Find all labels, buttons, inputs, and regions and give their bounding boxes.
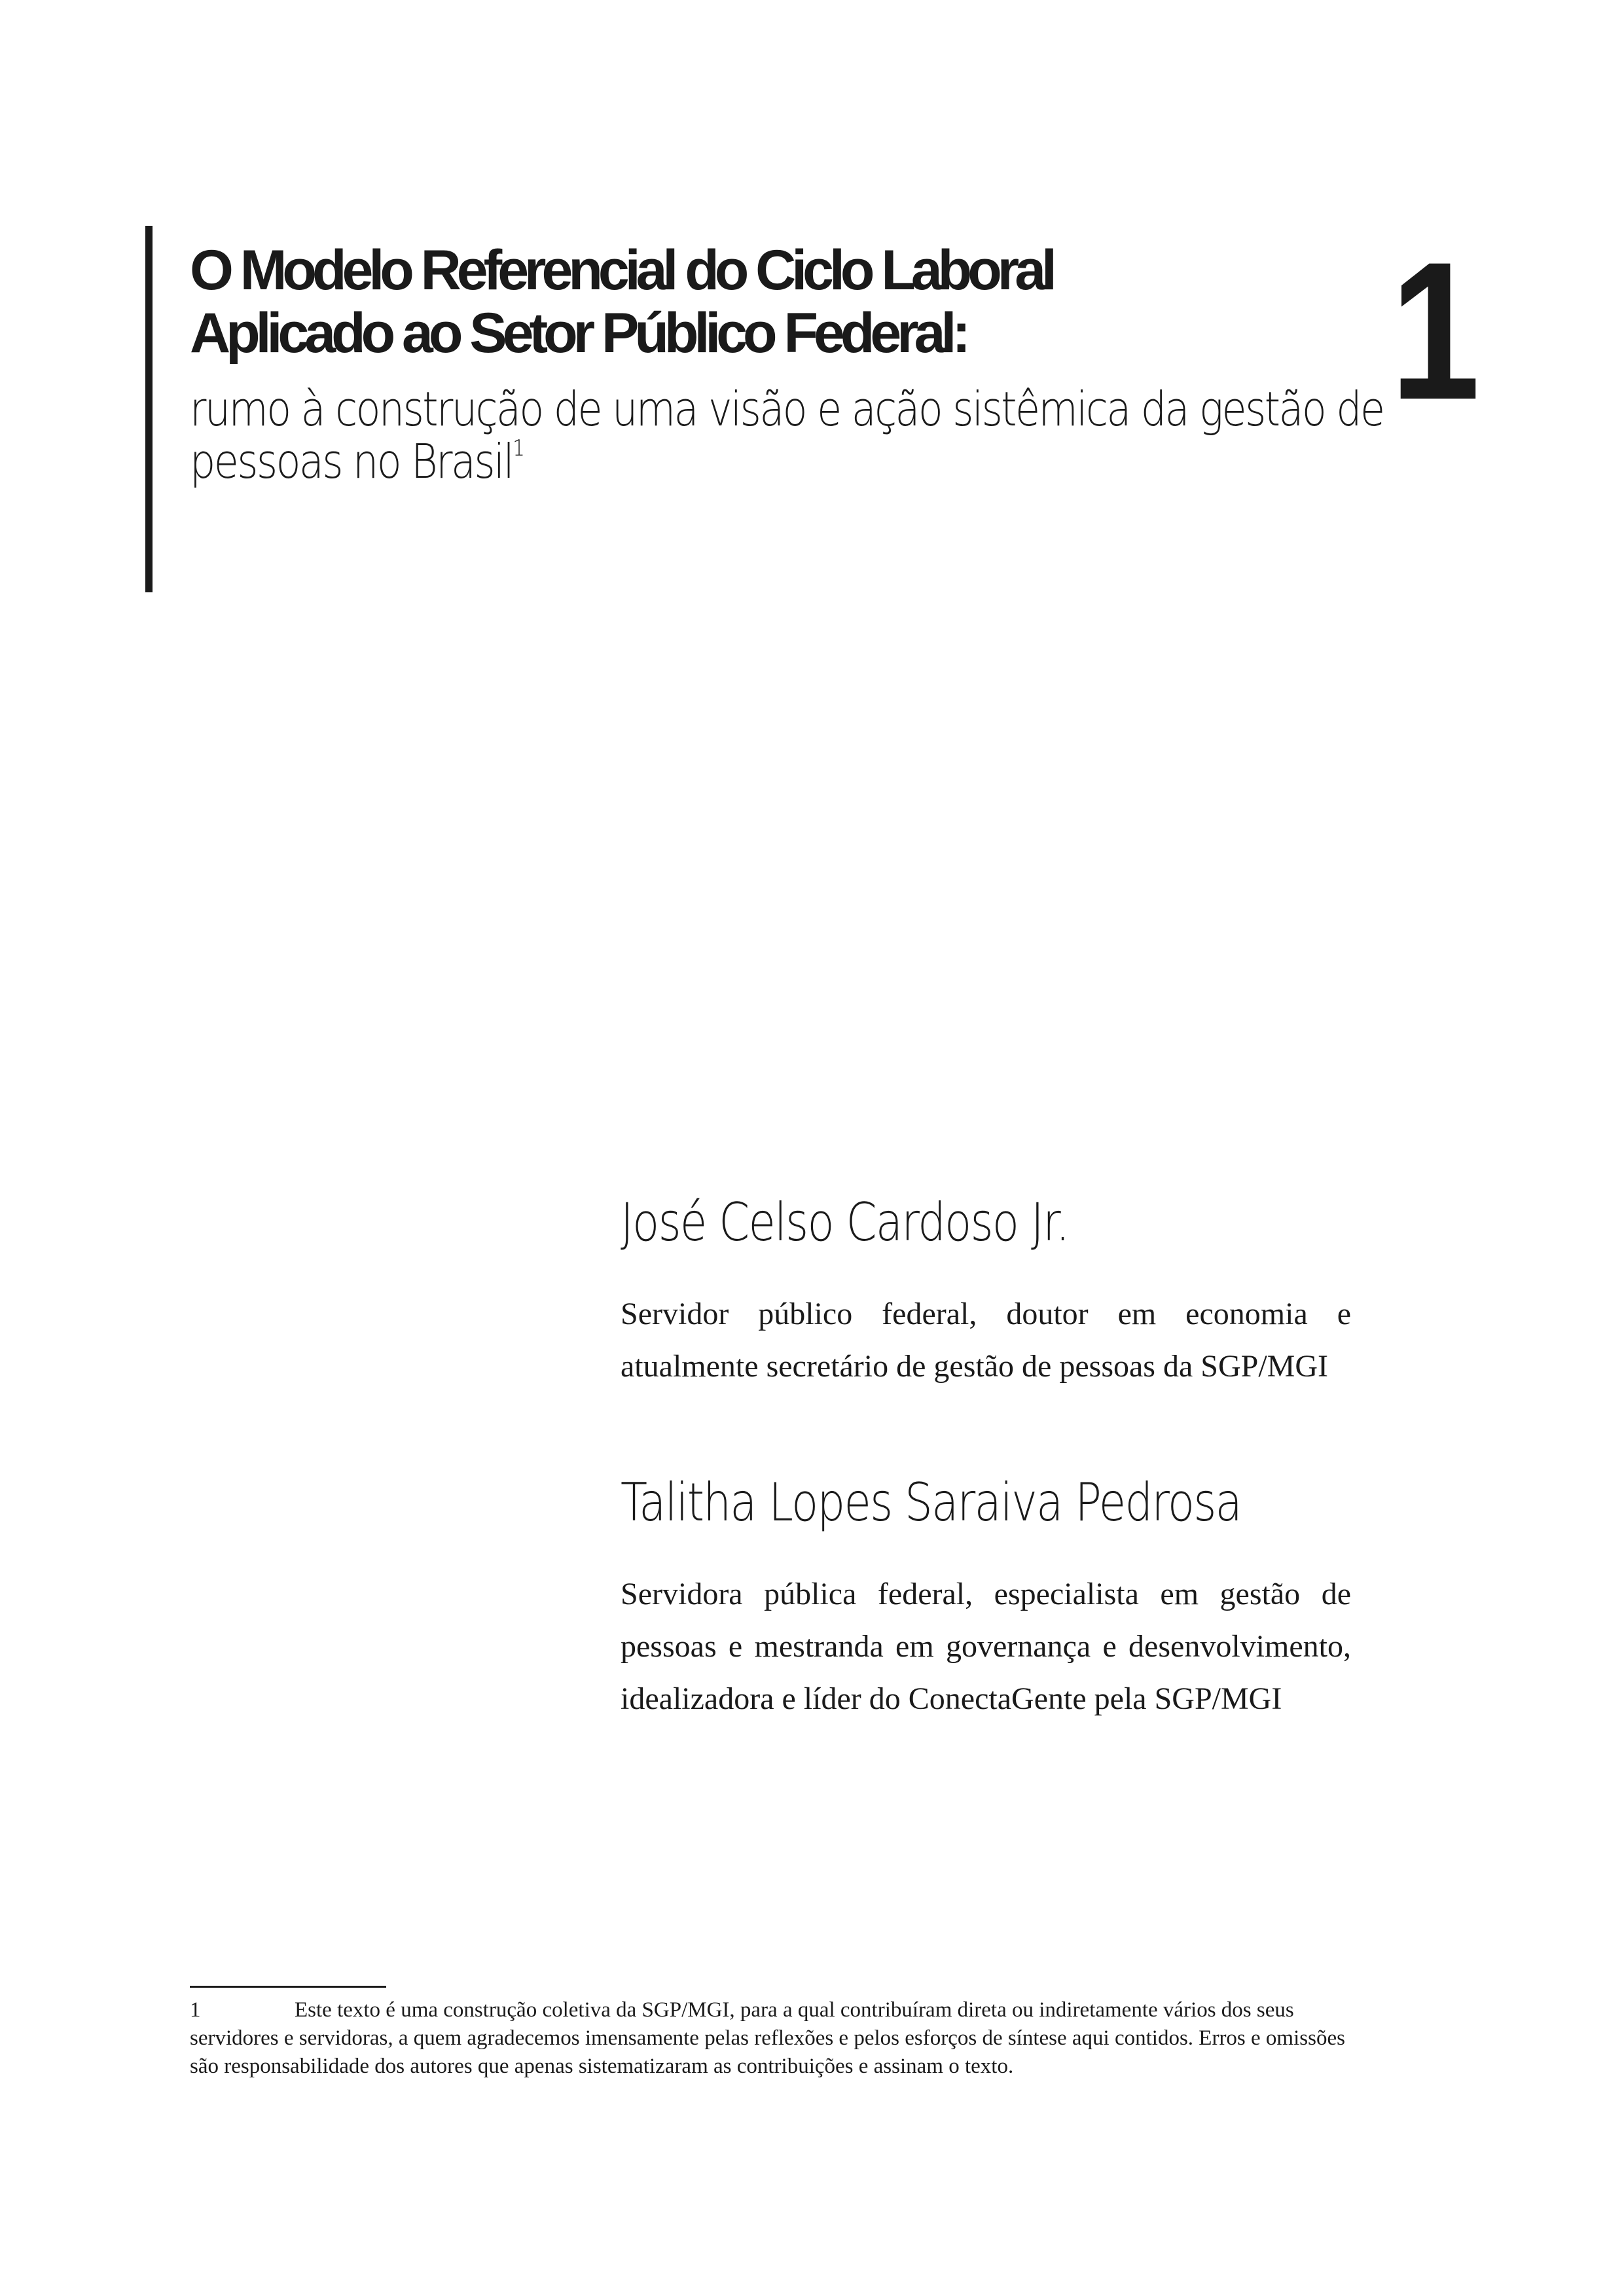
chapter-title-line-2: Aplicado ao Setor Público Federal:: [190, 302, 967, 365]
chapter-number: 1: [1390, 221, 1475, 440]
chapter-title-line-1: O Modelo Referencial do Ciclo Laboral: [190, 239, 1053, 302]
author-entry: [621, 1191, 1351, 1393]
footnote-text: Este texto é uma construção coletiva da SGP/MGI, para a qual contribuíram direta ou indiretamente vários dos seus servidores e servidoras, a quem agradecemos imensamente pelas reflexões e pelos esforços de síntese aqui contidos. Erros e omissões são responsabilidade dos autores que apenas sistematizaram as contribuições e assinam o texto.: [190, 1998, 1345, 2078]
chapter-title: [190, 239, 1434, 365]
author-entry: [621, 1471, 1351, 1725]
footnote-marker: 1: [190, 1998, 201, 2022]
chapter-title-block: [190, 239, 1434, 488]
author-name: Talitha Lopes Saraiva Pedrosa: [621, 1472, 1242, 1533]
footnote-separator: [190, 1986, 386, 1988]
chapter-subtitle-text: rumo à construção de uma visão e ação sistêmica da gestão de pessoas no Brasil: [190, 382, 1384, 489]
authors-section: [621, 1191, 1351, 1804]
title-accent-bar: [145, 226, 153, 592]
subtitle-footnote-ref[interactable]: 1: [513, 435, 524, 461]
author-name: José Celso Cardoso Jr.: [621, 1192, 1069, 1253]
author-bio: Servidor público federal, doutor em economia e atualmente secretário de gestão de pessoas da SGP/MGI: [621, 1297, 1351, 1384]
chapter-subtitle: [190, 383, 1434, 488]
footnote: [190, 1996, 1355, 2081]
author-bio: Servidora pública federal, especialista em gestão de pessoas e mestranda em governança e desenvolvimento, idealizadora e líder do ConectaGente pela SGP/MGI: [621, 1577, 1351, 1716]
